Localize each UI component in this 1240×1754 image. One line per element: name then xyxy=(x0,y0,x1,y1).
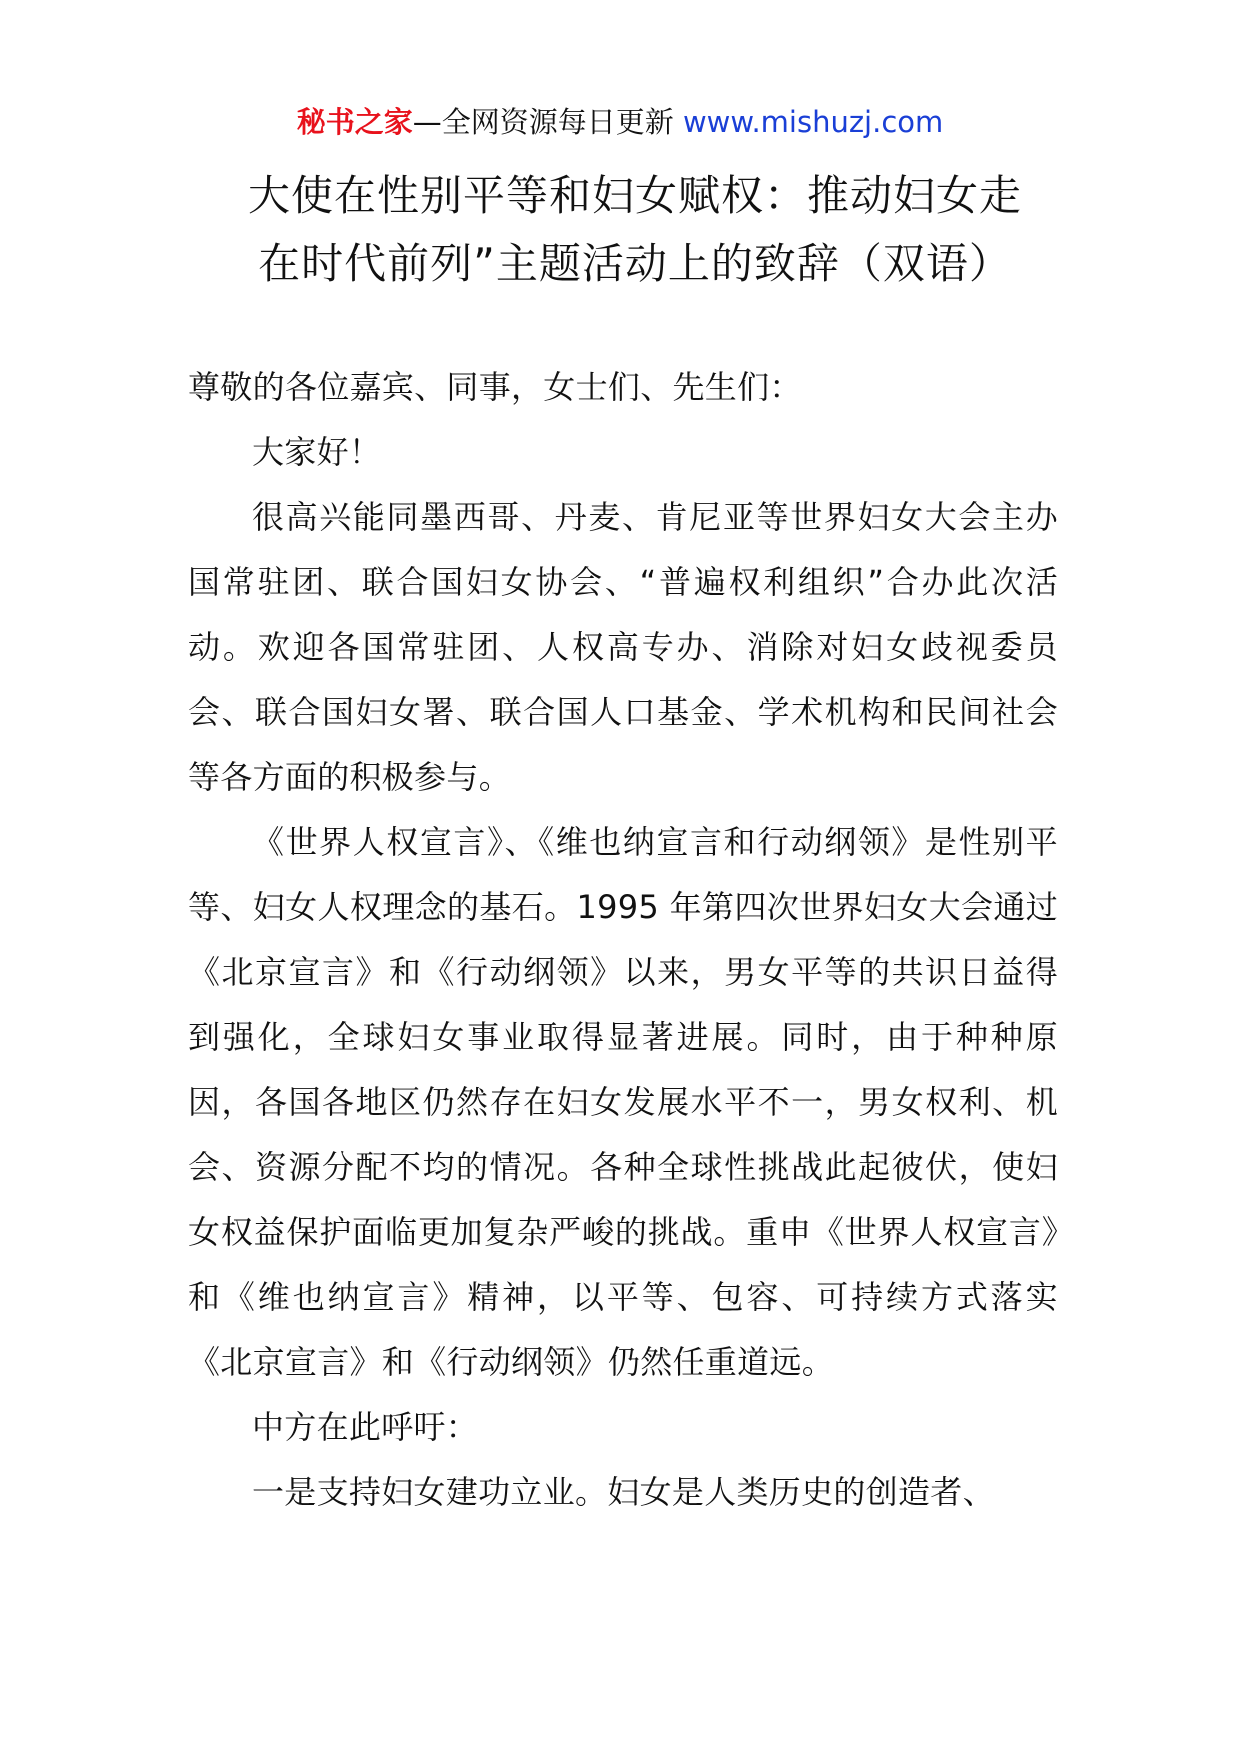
site-header xyxy=(0,102,1240,142)
paragraph-1: 很高兴能同墨西哥、丹麦、肯尼亚等世界妇女大会主办国常驻团、联合国妇女协会、“普遍权利组织”合办此次活动。欢迎各国常驻团、人权高专办、消除对妇女歧视委员会、联合国妇女署、联合国人口基金、学术机构和民间社会等各方面的积极参与。 xyxy=(188,498,1058,796)
paragraph-4: 一是支持妇女建功立业。妇女是人类历史的创造者、 xyxy=(252,1473,995,1511)
document-body xyxy=(188,355,1058,1525)
greeting: 大家好！ xyxy=(252,433,382,471)
paragraph-2: 《世界人权宣言》、《维也纳宣言和行动纲领》是性别平等、妇女人权理念的基石。1995 年第四次世界妇女大会通过《北京宣言》和《行动纲领》以来，男女平等的共识日益得到强化，全球妇女事业取得显著进展。同时，由于种种原因，各国各地区仍然存在妇女发展水平不一，男女权利、机会、资源分配不均的情况。各种全球性挑战此起彼伏，使妇女权益保护面临更加复杂严峻的挑战。重申《世界人权宣言》和《维也纳宣言》精神，以平等、包容、可持续方式落实《北京宣言》和《行动纲领》仍然任重道远。 xyxy=(188,823,1058,1381)
site-url-link[interactable]: www.mishuzj.com xyxy=(673,105,944,139)
brand-name: 秘书之家 xyxy=(296,105,413,139)
paragraph-3: 中方在此呼吁： xyxy=(252,1408,479,1446)
document-title xyxy=(205,162,1065,298)
title-line-1: 大使在性别平等和妇女赋权：推动妇女走 xyxy=(247,171,1022,220)
salutation: 尊敬的各位嘉宾、同事，女士们、先生们： xyxy=(188,368,802,406)
title-line-2: 在时代前列”主题活动上的致辞（双语） xyxy=(258,239,1012,288)
header-tagline: —全网资源每日更新 xyxy=(412,105,674,139)
